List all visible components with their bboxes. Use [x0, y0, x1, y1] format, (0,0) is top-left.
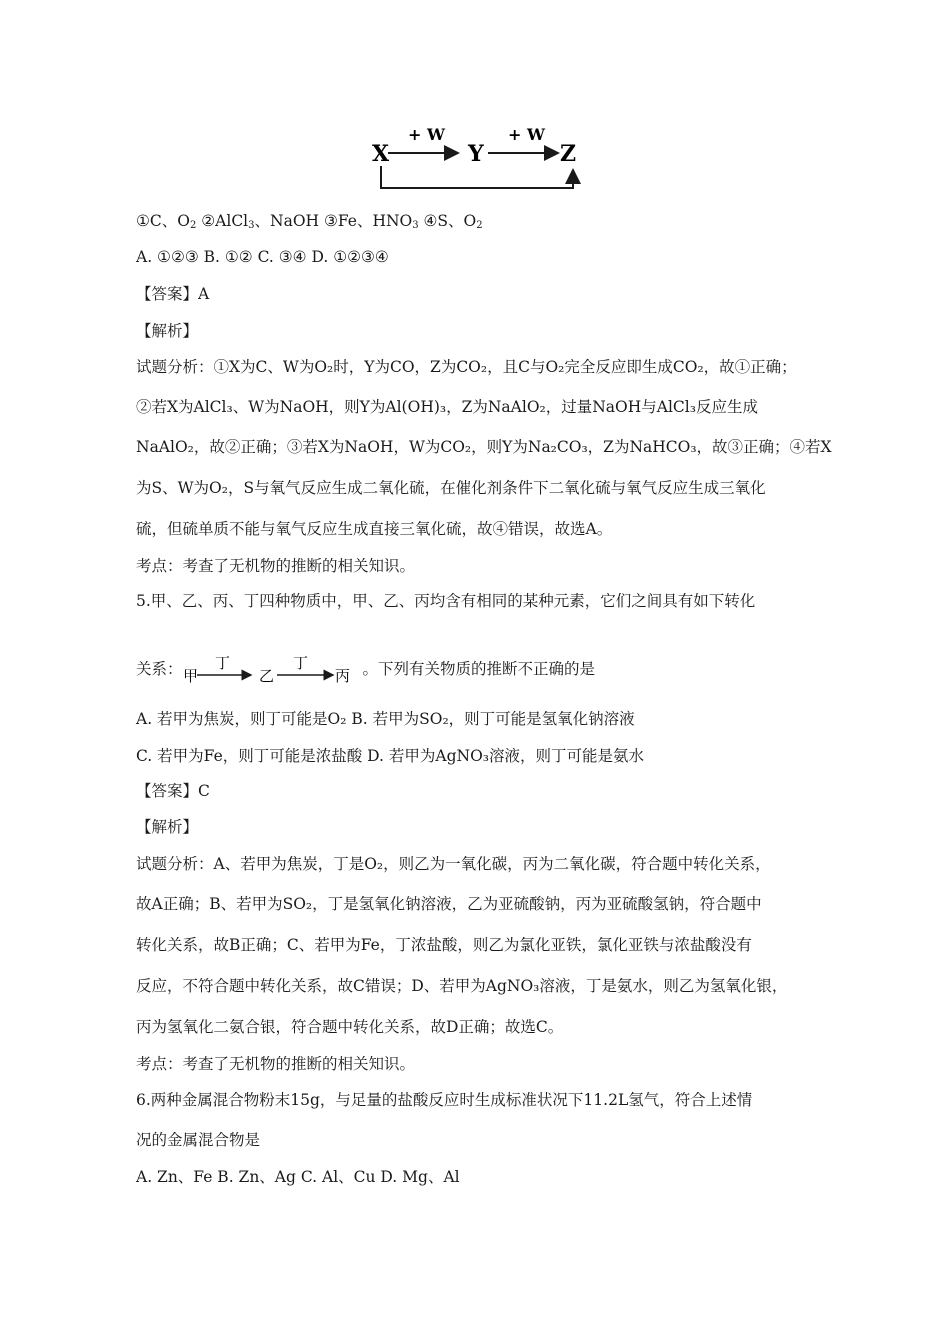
- q5-kaodian: 考点：考查了无机物的推断的相关知识。: [136, 1055, 416, 1073]
- q4-analysis-line: NaAlO₂，故②正确；③若X为NaOH，W为CO₂，则Y为Na₂CO₃，Z为NaHCO₃，故③正确；④若X: [136, 438, 832, 456]
- q5-analysis-title: 【解析】: [136, 818, 199, 836]
- q4-analysis-line: 硫，但硫单质不能与氧气反应生成直接三氧化硫，故④错误，故选A。: [136, 520, 613, 538]
- q5-diagram-svg: [183, 653, 363, 687]
- q5-choice-line1: A. 若甲为焦炭，则丁可能是O₂ B. 若甲为SO₂，则丁可能是氢氧化钠溶液: [136, 710, 635, 728]
- opt-3: 、NaOH ③Fe、HNO: [254, 212, 413, 230]
- q5-stem-prefix: 关系：: [136, 660, 183, 678]
- q5-stem-line2: [136, 652, 595, 687]
- node-x: X: [372, 141, 390, 167]
- q5-stem-suffix: 。下列有关物质的推断不正确的是: [362, 660, 596, 678]
- q4-analysis-line: 试题分析：①X为C、W为O₂时，Y为CO，Z为CO₂，且C与O₂完全反应即生成CO₂，故①正确；: [136, 358, 797, 376]
- sub: 3: [412, 220, 419, 231]
- sub: 3: [248, 220, 255, 231]
- arrow-x-z-bottom: [381, 166, 573, 188]
- opt-4: ④S、O: [418, 212, 477, 230]
- q5-stem-line1: 5.甲、乙、丙、丁四种物质中，甲、乙、丙均含有相同的某种元素，它们之间具有如下转化: [136, 592, 756, 610]
- q4-analysis-title: 【解析】: [136, 322, 199, 340]
- conversion-diagram-xyz: [370, 120, 590, 195]
- q5-analysis-line: 丙为氢氧化二氨合银，符合题中转化关系，故D正确；故选C。: [136, 1018, 564, 1036]
- q4-choices: A. ①②③ B. ①② C. ③④ D. ①②③④: [136, 248, 389, 266]
- node-z: Z: [560, 141, 577, 167]
- node-jia: 甲: [182, 667, 198, 685]
- opt-1: ①C、O: [136, 212, 190, 230]
- arrow2-label: + W: [508, 125, 545, 144]
- node-yi: 乙: [258, 667, 274, 685]
- q6-choices: A. Zn、Fe B. Zn、Ag C. Al、Cu D. Mg、Al: [136, 1168, 460, 1186]
- q4-kaodian: 考点：考查了无机物的推断的相关知识。: [136, 557, 416, 575]
- q5-analysis-line: 转化关系，故B正确；C、若甲为Fe，丁浓盐酸，则乙为氯化亚铁，氯化亚铁与浓盐酸没有: [136, 936, 752, 954]
- conversion-diagram-svg: [370, 120, 590, 195]
- q5-answer: 【答案】C: [136, 782, 210, 800]
- q5-analysis-line: 试题分析：A、若甲为焦炭，丁是O₂，则乙为一氧化碳，丙为二氧化碳，符合题中转化关系，: [136, 855, 771, 873]
- sub: 2: [189, 220, 197, 231]
- node-bing: 丙: [334, 667, 350, 685]
- q4-answer: 【答案】A: [136, 285, 210, 303]
- q6-stem-line1: 6.两种金属混合物粉末15g，与足量的盐酸反应时生成标准状况下11.2L氢气，符合上述情: [136, 1091, 753, 1109]
- q6-stem-line2: 况的金属混合物是: [136, 1131, 261, 1149]
- q4-options-line: [136, 210, 483, 232]
- q5-choice-line2: C. 若甲为Fe，则丁可能是浓盐酸 D. 若甲为AgNO₃溶液，则丁可能是氨水: [136, 747, 644, 765]
- q5-analysis-line: 故A正确；B、若甲为SO₂，丁是氢氧化钠溶液，乙为亚硫酸钠，丙为亚硫酸氢钠，符合题中: [136, 895, 762, 913]
- q5-conversion-diagram: [183, 653, 363, 687]
- label-ding-1: 丁: [214, 654, 230, 672]
- label-ding-2: 丁: [292, 654, 308, 672]
- arrow1-label: + W: [408, 125, 445, 144]
- q4-analysis-line: ②若X为AlCl₃、W为NaOH，则Y为Al(OH)₃，Z为NaAlO₂，过量NaOH与AlCl₃反应生成: [136, 398, 758, 416]
- sub: 2: [476, 220, 483, 231]
- q4-analysis-line: 为S、W为O₂，S与氧气反应生成二氧化硫，在催化剂条件下二氧化硫与氧气反应生成三氧化: [136, 479, 766, 497]
- node-y: Y: [468, 141, 484, 167]
- opt-2: ②AlCl: [196, 212, 249, 230]
- q5-analysis-line: 反应，不符合题中转化关系，故C错误；D、若甲为AgNO₃溶液，丁是氨水，则乙为氢氧化银，: [136, 977, 788, 995]
